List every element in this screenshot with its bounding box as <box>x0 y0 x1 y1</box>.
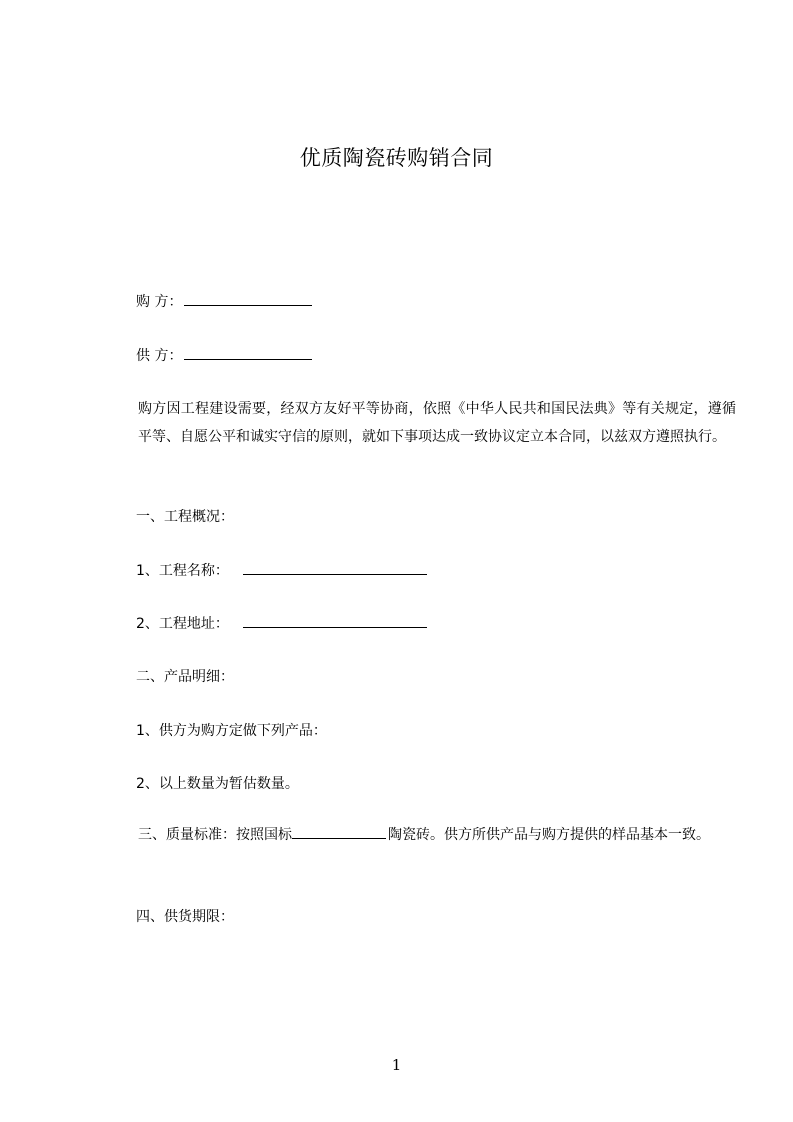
project-name-blank <box>243 560 427 575</box>
section2-heading: 二、产品明细： <box>136 669 234 685</box>
standard-blank <box>292 824 386 839</box>
buyer-blank <box>184 291 312 306</box>
product-item-1: 1、供方为购方定做下列产品： <box>136 723 327 739</box>
project-address-label: 2、工程地址： <box>136 616 229 632</box>
supplier-label: 供 方： <box>136 348 183 364</box>
buyer-label: 购 方： <box>136 294 183 310</box>
section1-heading: 一、工程概况： <box>136 509 234 525</box>
quality-prefix: 三、质量标准：按照国标 <box>138 827 292 843</box>
quality-suffix: 陶瓷砖。供方所供产品与购方提供的样品基本一致。 <box>388 827 710 843</box>
supplier-blank <box>184 345 312 360</box>
project-name-label: 1、工程名称： <box>136 563 229 579</box>
project-address-blank <box>243 613 427 628</box>
intro-paragraph: 购方因工程建设需要，经双方友好平等协商，依照《中华人民共和国民法典》等有关规定，遵循平等、自愿公平和诚实守信的原则，就如下事项达成一致协议定立本合同，以兹双方遵照执行。 <box>138 401 736 445</box>
project-address-line <box>136 613 427 633</box>
page-number: 1 <box>391 1056 402 1074</box>
supplier-line <box>136 345 312 365</box>
document-title: 优质陶瓷砖购销合同 <box>299 146 494 170</box>
buyer-line <box>136 291 312 311</box>
project-name-line <box>136 560 427 580</box>
product-item-2: 2、以上数量为暂估数量。 <box>136 776 299 792</box>
section4-heading: 四、供货期限： <box>136 909 234 925</box>
quality-standard-paragraph <box>106 821 736 849</box>
